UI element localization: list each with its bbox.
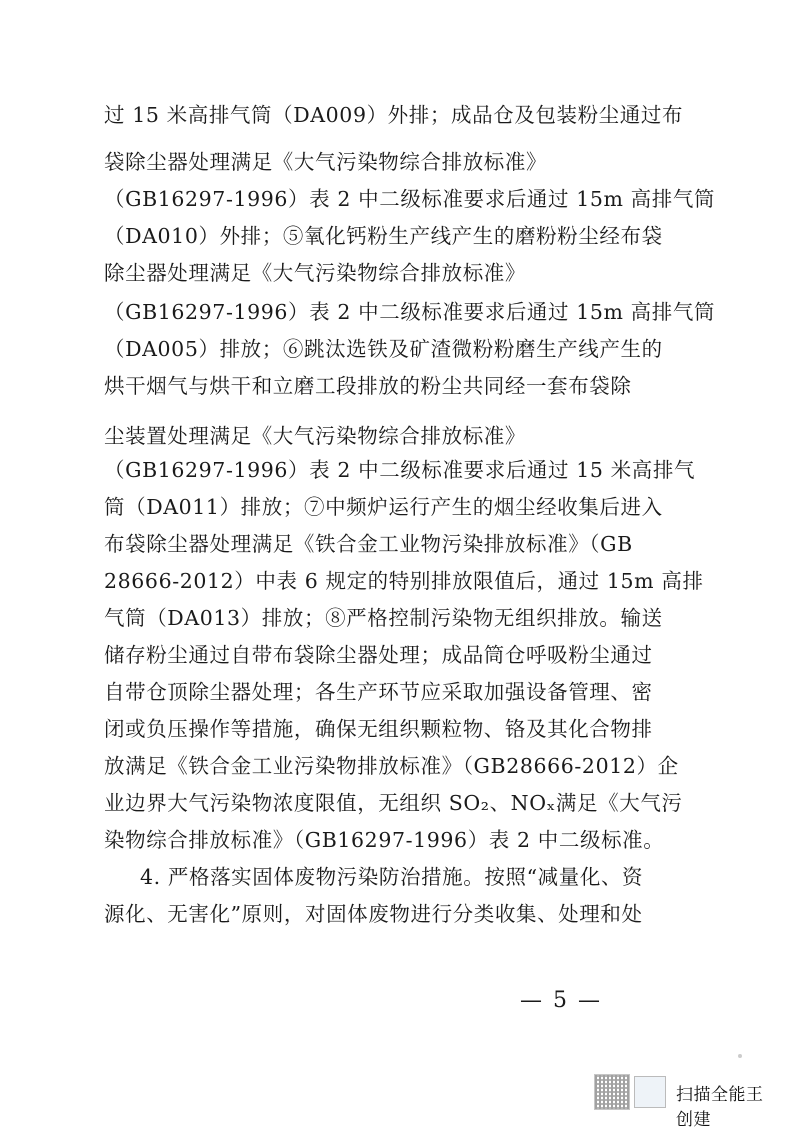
text-line: 烘干烟气与烘干和立磨工段排放的粉尘共同经一套布袋除	[104, 374, 632, 398]
text-line: 源化、无害化”原则，对固体废物进行分类收集、处理和处	[104, 902, 643, 926]
text-line: （GB16297-1996）表 2 中二级标准要求后通过 15 米高排气	[104, 458, 696, 482]
text-line: 自带仓顶除尘器处理；各生产环节应采取加强设备管理、密	[104, 680, 653, 704]
text-line: （DA005）排放；⑥跳汰选铁及矿渣微粉粉磨生产线产生的	[104, 337, 663, 361]
text-line: （GB16297-1996）表 2 中二级标准要求后通过 15m 高排气筒	[104, 300, 716, 324]
text-line: 气筒（DA013）排放；⑧严格控制污染物无组织排放。输送	[104, 606, 663, 630]
scan-speck	[738, 1054, 742, 1058]
watermark-text: 扫描全能王 创建	[676, 1085, 764, 1130]
text-line: 储存粉尘通过自带布袋除尘器处理；成品筒仓呼吸粉尘通过	[104, 643, 653, 667]
text-line: 放满足《铁合金工业污染物排放标准》（GB28666-2012）企	[104, 754, 679, 778]
page-number: — 5 —	[520, 988, 602, 1013]
section-heading: 4. 严格落实固体废物污染防治措施。按照“减量化、资	[140, 865, 644, 889]
text-line: 过 15 米高排气筒（DA009）外排；成品仓及包装粉尘通过布	[104, 103, 684, 127]
qr-code-icon	[594, 1074, 630, 1110]
app-logo-icon	[634, 1076, 666, 1108]
text-line: 除尘器处理满足《大气污染物综合排放标准》	[104, 261, 526, 285]
text-line: 袋除尘器处理满足《大气污染物综合排放标准》	[104, 150, 548, 174]
text-line: 28666-2012）中表 6 规定的特别排放限值后，通过 15m 高排	[104, 569, 704, 593]
text-line: 闭或负压操作等措施，确保无组织颗粒物、铬及其化合物排	[104, 717, 653, 741]
text-line: 业边界大气污染物浓度限值，无组织 SO₂、NOₓ满足《大气污	[104, 791, 683, 815]
text-line: 染物综合排放标准》（GB16297-1996）表 2 中二级标准。	[104, 828, 665, 852]
text-line: 布袋除尘器处理满足《铁合金工业物污染排放标准》（GB	[104, 532, 633, 556]
text-line: 筒（DA011）排放；⑦中频炉运行产生的烟尘经收集后进入	[104, 495, 663, 519]
text-line: 尘装置处理满足《大气污染物综合排放标准》	[104, 424, 526, 448]
text-line: （DA010）外排；⑤氧化钙粉生产线产生的磨粉粉尘经布袋	[104, 224, 663, 248]
text-line: （GB16297-1996）表 2 中二级标准要求后通过 15m 高排气筒	[104, 187, 716, 211]
scanner-watermark	[594, 1074, 784, 1130]
